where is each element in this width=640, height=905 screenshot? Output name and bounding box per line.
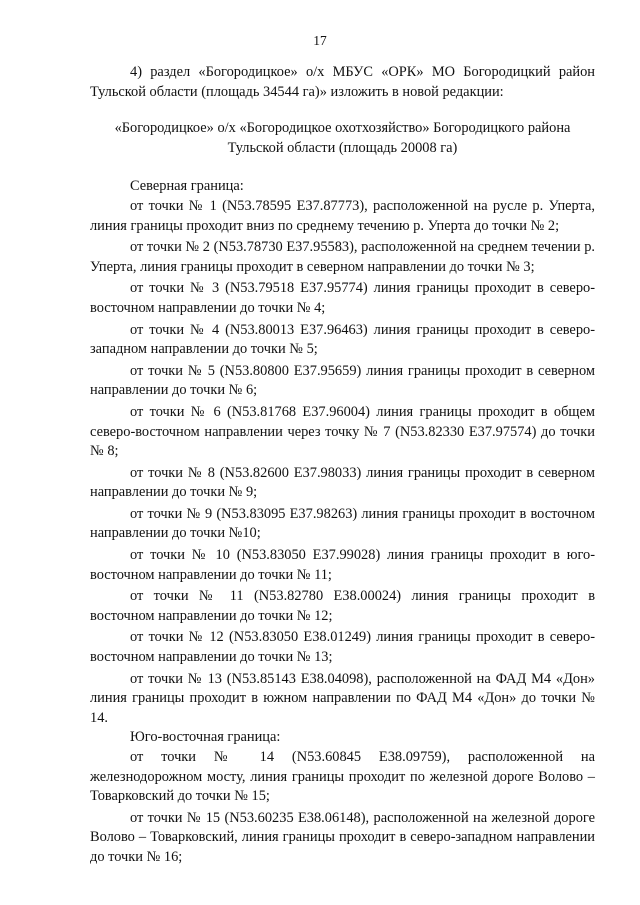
- boundary-item: от точки № 4 (N53.80013 E37.96463) линия границы проходит в северо-западном направлении до точки № 5;: [90, 321, 595, 358]
- boundary-item: от точки № 2 (N53.78730 E37.95583), расположенной на среднем течении р. Уперта, линия границы проходит в северном направлении до точки № 3;: [90, 239, 595, 275]
- intro-paragraph: 4) раздел «Богородицкое» о/х МБУС «ОРК» МО Богородицкий район Тульской области (площадь 34544 га)» изложить в новой редакции:: [90, 64, 595, 100]
- boundary-item: от точки № 13 (N53.85143 E38.04098), расположенной на ФАД М4 «Дон» линия границы проходит в южном направлении по ФАД М4 «Дон» до точки № 14.: [90, 670, 595, 726]
- section-title: «Богородицкое» о/х «Богородицкое охотхозяйство» Богородицкого района Тульской области (площадь 20008 га): [114, 120, 571, 156]
- boundary-item: от точки № 9 (N53.83095 E37.98263) линия границы проходит в восточном направлении до точки №10;: [90, 505, 595, 542]
- southeast-border-heading: Юго-восточная граница:: [130, 729, 281, 746]
- boundary-item: от точки № 5 (N53.80800 E37.95659) линия границы проходит в северном направлении до точки № 6;: [90, 362, 595, 399]
- boundary-item: от точки № 6 (N53.81768 E37.96004) линия границы проходит в общем северо-восточном направлении через точку № 7 (N53.82330 E37.97574) до точки № 8;: [90, 403, 595, 460]
- document-body: [90, 63, 595, 868]
- north-border-heading: Северная граница:: [130, 178, 244, 195]
- boundary-item: от точки № 12 (N53.83050 E38.01249) линия границы проходит в северо-восточном направлении до точки № 13;: [90, 629, 595, 666]
- boundary-item: от точки № 10 (N53.83050 E37.99028) линия границы проходит в юго-восточном направлении до точки № 11;: [90, 547, 595, 583]
- boundary-item: от точки № 3 (N53.79518 E37.95774) линия границы проходит в северо-восточном направлении до точки № 4;: [90, 280, 595, 316]
- boundary-item: от точки № 15 (N53.60235 E38.06148), расположенной на железной дороге Волово – Товарковский, линия границы проходит в северо-западном направлении до точки № 16;: [90, 809, 595, 865]
- page-number: 17: [313, 33, 327, 48]
- boundary-item: от точки № 1 (N53.78595 E37.87773), расположенной на русле р. Уперта, линия границы проходит вниз по среднему течению р. Уперта до точки № 2;: [90, 197, 595, 234]
- boundary-item: от точки № 14 (N53.60845 E38.09759), расположенной на железнодорожном мосту, линия границы проходит по железной дороге Волово – Товарковский до точки № 15;: [90, 749, 595, 805]
- boundary-item: от точки № 8 (N53.82600 E37.98033) линия границы проходит в северном направлении до точки № 9;: [90, 464, 595, 501]
- boundary-item: от точки № 11 (N53.82780 E38.00024) линия границы проходит в восточном направлении до точки № 12;: [90, 588, 595, 624]
